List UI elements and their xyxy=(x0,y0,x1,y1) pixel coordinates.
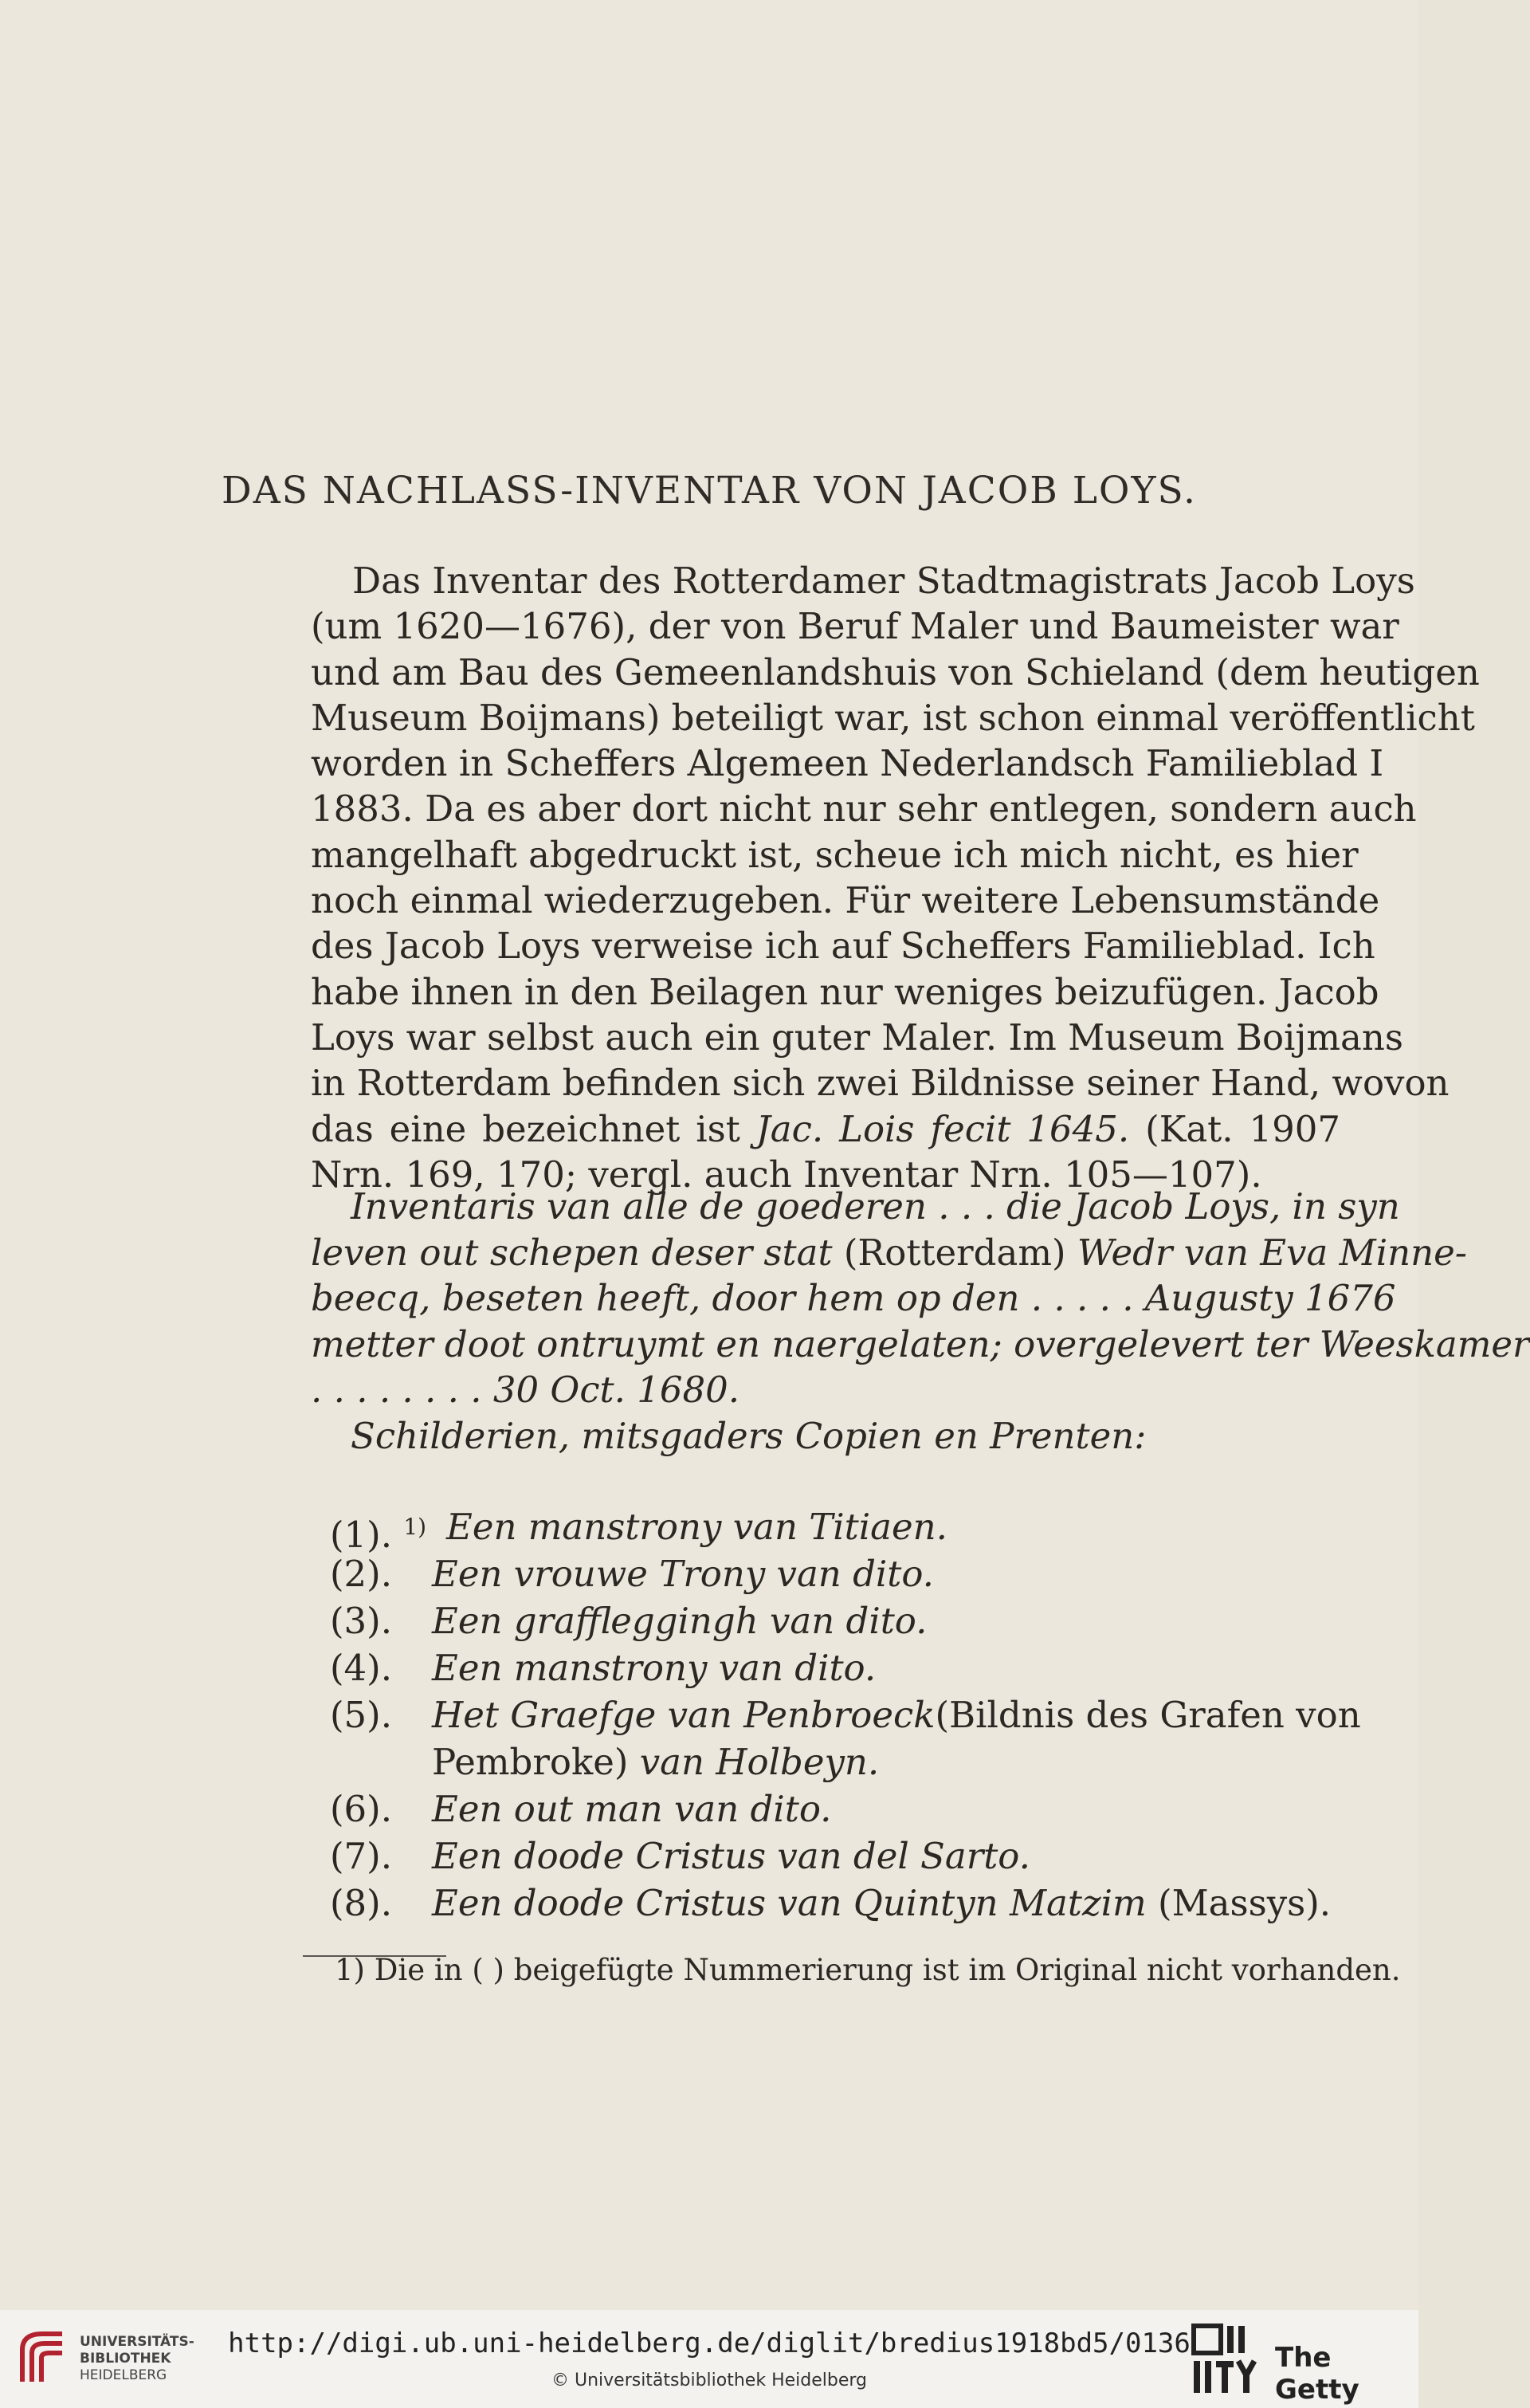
signature-citation: Jac. Lois fecit 1645. xyxy=(755,1107,1130,1150)
item-number: (4). xyxy=(330,1647,393,1689)
intro-paragraph xyxy=(311,558,1480,1197)
text-line: 1883. Da es aber dort nicht nur sehr entlegen, sondern auch xyxy=(311,788,1417,831)
item-text: Het Graefge van Penbroeck xyxy=(432,1694,936,1736)
item-number: (5). xyxy=(330,1694,393,1736)
list-item xyxy=(330,1503,1340,1556)
inventory-line xyxy=(311,1230,1467,1276)
text-line: (um 1620—1676), der von Beruf Maler und Baumeister war xyxy=(311,605,1399,648)
item-number: (2). xyxy=(330,1553,393,1595)
show-through xyxy=(303,175,312,223)
list-item xyxy=(330,1597,1340,1644)
list-item-continuation xyxy=(330,1738,1340,1785)
item-text: Een manstrony van dito. xyxy=(432,1647,877,1689)
text-segment: Wedr van Eva Minne- xyxy=(1077,1231,1467,1274)
item-text: van Holbeyn. xyxy=(639,1741,880,1783)
inventory-line: beecq, beseten heeft, door hem op den . . . . . Augusty 1676 xyxy=(311,1277,1396,1319)
item-text: Een doode Cristus van Quintyn Matzim xyxy=(432,1882,1147,1924)
text-line: worden in Scheffers Algemeen Nederlandsch Familieblad I xyxy=(311,742,1384,785)
text-line: Das Inventar des Rotterdamer Stadtmagistrats Jacob Loys xyxy=(352,560,1415,602)
item-text: Een out man van dito. xyxy=(432,1788,832,1830)
inventory-list xyxy=(330,1503,1361,1927)
text-line: in Rotterdam befinden sich zwei Bildnisse seiner Hand, wovon xyxy=(311,1062,1450,1105)
text-segment: das eine bezeichnet ist xyxy=(311,1107,740,1150)
text-segment: (Rotterdam) xyxy=(843,1231,1066,1274)
text-line: des Jacob Loys verweise ich auf Scheffers Familieblad. Ich xyxy=(311,925,1375,968)
inventory-line: . . . . . . . . 30 Oct. 1680. xyxy=(311,1369,740,1411)
text-line: Loys war selbst auch ein guter Maler. Im Museum Boijmans xyxy=(311,1015,1403,1059)
copyright-notice: © Universitätsbibliothek Heidelberg xyxy=(551,2371,867,2390)
ub-label-line: UNIVERSITÄTS- xyxy=(80,2334,194,2350)
text-line: und am Bau des Gemeenlandshuis von Schieland (dem heutigen xyxy=(311,650,1480,693)
item-number: (3). xyxy=(330,1600,393,1642)
list-item xyxy=(330,1785,1340,1833)
text-segment: (Kat. 1907 xyxy=(1145,1107,1341,1150)
list-item xyxy=(330,1550,1340,1597)
item-text: Een doode Cristus van del Sarto. xyxy=(432,1835,1030,1877)
item-text: Een vrouwe Trony van dito. xyxy=(432,1553,934,1595)
inventory-line: Inventaris van alle de goederen . . . die Jacob Loys, in syn xyxy=(351,1185,1400,1228)
text-line: Museum Boijmans) beteiligt war, ist schon einmal veröffentlicht xyxy=(311,696,1475,739)
page-title: DAS NACHLASS-INVENTAR VON JACOB LOYS. xyxy=(222,469,1197,513)
item-note: (Bildnis des Grafen von xyxy=(935,1694,1361,1736)
item-number xyxy=(330,1503,432,1556)
inventory-header xyxy=(311,1184,1530,1459)
item-number: (8). xyxy=(330,1882,393,1924)
text-segment: leven out schepen deser stat xyxy=(311,1231,833,1274)
text-line: noch einmal wiederzugeben. Für weitere Lebensumstände xyxy=(311,879,1380,922)
text-line xyxy=(311,1106,1340,1152)
footnote: 1) Die in ( ) beigefügte Nummerierung ist im Original nicht vorhanden. xyxy=(335,1953,1401,1987)
viewer-footer xyxy=(0,2310,1418,2408)
ub-label-line: HEIDELBERG xyxy=(80,2367,167,2383)
getty-label: The Getty xyxy=(1275,2342,1359,2406)
item-note: (Massys). xyxy=(1158,1882,1332,1924)
text-line: Nrn. 169, 170; vergl. auch Inventar Nrn. 105—107). xyxy=(311,1153,1262,1196)
item-number-text: (1). xyxy=(330,1514,393,1556)
inventory-line: metter doot ontruymt en naergelaten; overgelevert ter Weeskamer xyxy=(311,1322,1530,1365)
footnote-ref: 1) xyxy=(403,1514,427,1540)
item-number: (7). xyxy=(330,1835,393,1877)
ub-label-line: BIBLIOTHEK xyxy=(80,2351,171,2367)
item-number: (6). xyxy=(330,1788,393,1830)
text-line: mangelhaft abgedruckt ist, scheue ich mich nicht, es hier xyxy=(311,833,1359,876)
permalink[interactable]: http://digi.ub.uni-heidelberg.de/diglit/bredius1918bd5/0136 xyxy=(228,2327,1191,2359)
item-text: Een manstrony van Titiaen. xyxy=(446,1506,947,1548)
getty-logo-icon[interactable] xyxy=(1191,2321,1259,2398)
text-line: habe ihnen in den Beilagen nur weniges beizufügen. Jacob xyxy=(311,970,1379,1013)
list-item xyxy=(330,1833,1340,1880)
inventory-subheading: Schilderien, mitsgaders Copien en Prenten: xyxy=(351,1414,1147,1457)
list-item xyxy=(330,1880,1340,1927)
list-item xyxy=(330,1691,1361,1738)
item-note: Pembroke) xyxy=(432,1741,629,1783)
list-item xyxy=(330,1644,1340,1691)
item-text: Een graffleggingh van dito. xyxy=(432,1600,928,1642)
